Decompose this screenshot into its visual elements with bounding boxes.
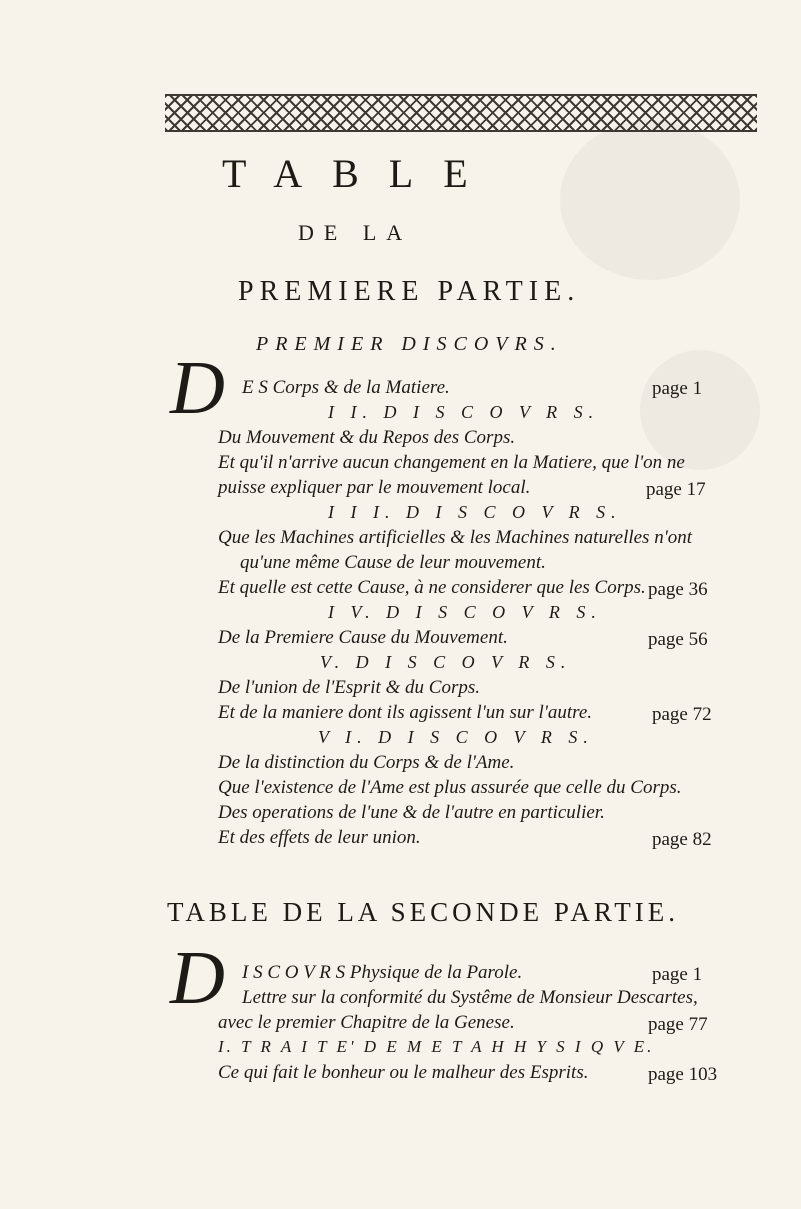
page-ref: page 17 xyxy=(646,479,706,500)
toc-entry: De l'union de l'Esprit & du Corps. xyxy=(218,677,480,698)
premier-discours-heading: PREMIER DISCOVRS. xyxy=(256,333,563,355)
table-title: TABLE xyxy=(222,151,498,196)
ornamental-header-band xyxy=(165,94,757,132)
page-ref: page 1 xyxy=(652,964,703,985)
discours-heading: I I. D I S C O V R S. xyxy=(328,402,600,422)
drop-cap-part2: D xyxy=(170,936,225,1020)
toc-entry: avec le premier Chapitre de la Genese. xyxy=(218,1012,515,1033)
page-ref: page 103 xyxy=(648,1064,718,1085)
toc-entry: De la Premiere Cause du Mouvement. xyxy=(218,627,508,648)
page-ref: page 56 xyxy=(648,629,708,650)
discours-heading: V I. D I S C O V R S. xyxy=(318,727,594,747)
toc-entry: Et qu'il n'arrive aucun changement en la Matiere, que l'on ne xyxy=(218,452,685,473)
page-ref: page 72 xyxy=(652,704,712,725)
paper-stain xyxy=(560,120,740,280)
toc-entry: Du Mouvement & du Repos des Corps. xyxy=(218,427,516,448)
toc-entry: puisse expliquer par le mouvement local. xyxy=(218,477,531,498)
toc-entry: Et des effets de leur union. xyxy=(218,827,421,848)
toc-entry: E S Corps & de la Matiere. xyxy=(242,377,450,398)
page-ref: page 36 xyxy=(648,579,708,600)
toc-entry: Lettre sur la conformité du Systême de Monsieur Descartes, xyxy=(242,987,698,1008)
toc-entry: Et quelle est cette Cause, à ne considerer que les Corps. xyxy=(218,577,646,598)
toc-entry: Et de la maniere dont ils agissent l'un sur l'autre. xyxy=(218,702,593,723)
discours-heading: V. D I S C O V R S. xyxy=(320,652,572,672)
table-subtitle: DE LA xyxy=(298,220,413,245)
discours-heading: I V. D I S C O V R S. xyxy=(328,602,602,622)
toc-entry: Que les Machines artificielles & les Machines naturelles n'ont xyxy=(218,527,693,548)
toc-entry: De la distinction du Corps & de l'Ame. xyxy=(218,752,515,773)
toc-entry: Que l'existence de l'Ame est plus assurée que celle du Corps. xyxy=(218,777,682,798)
page-ref: page 1 xyxy=(652,378,703,399)
traite-heading: I. T R A I T E' D E M E T A H H Y S I Q V E. xyxy=(218,1037,655,1056)
toc-entry: I S C O V R S Physique de la Parole. xyxy=(242,962,523,983)
toc-entry: Des operations de l'une & de l'autre en particulier. xyxy=(218,802,605,823)
part-one-title: PREMIERE PARTIE. xyxy=(238,276,581,307)
discours-heading: I I I. D I S C O V R S. xyxy=(328,502,622,522)
page-ref: page 77 xyxy=(648,1014,708,1035)
page-ref: page 82 xyxy=(652,829,712,850)
toc-entry: qu'une même Cause de leur mouvement. xyxy=(240,552,546,573)
part-two-title: TABLE DE LA SECONDE PARTIE. xyxy=(167,897,679,927)
drop-cap-part1: D xyxy=(170,346,225,430)
toc-entry: Ce qui fait le bonheur ou le malheur des Esprits. xyxy=(218,1062,589,1083)
